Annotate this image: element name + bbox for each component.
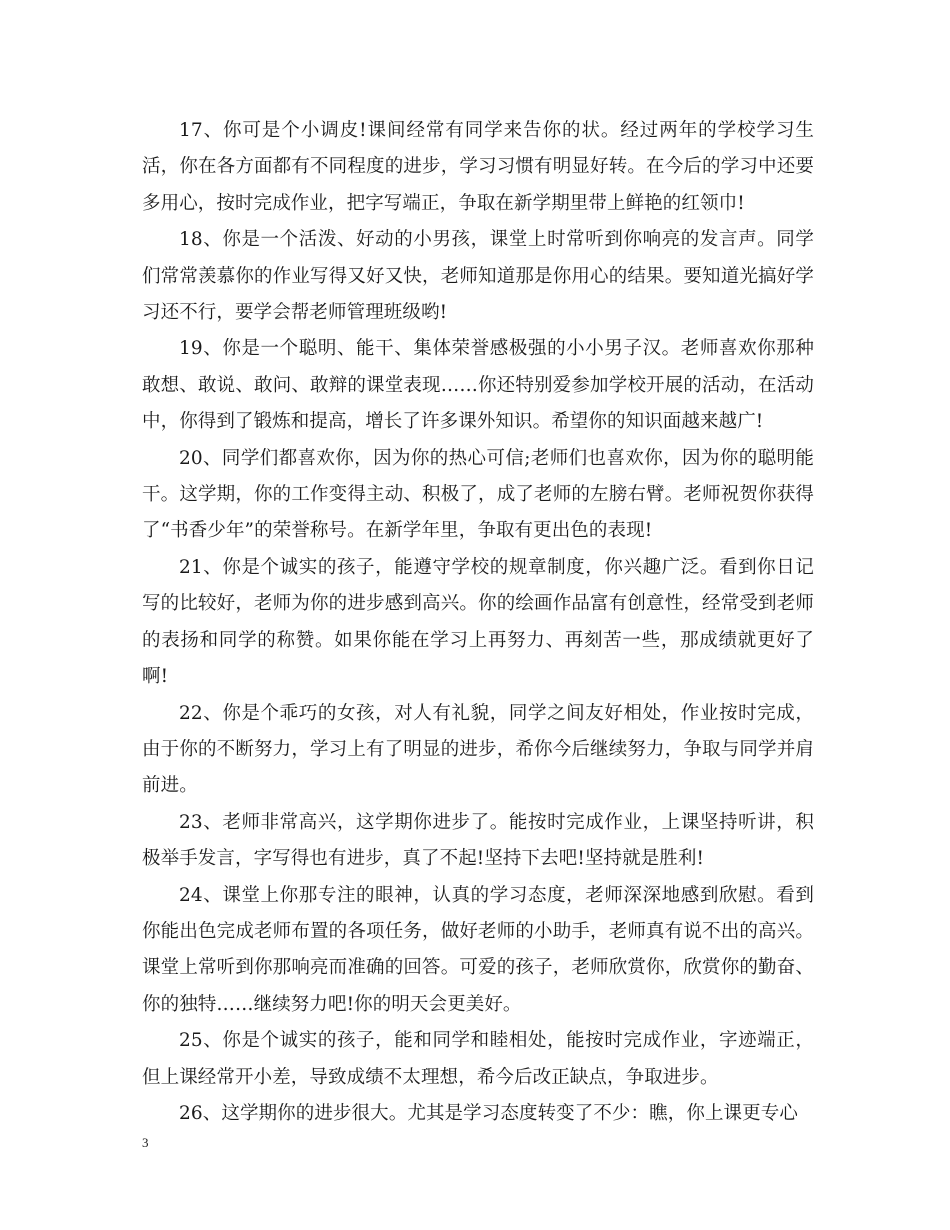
- paragraph-24: 24、课堂上你那专注的眼神，认真的学习态度，老师深深地感到欣慰。看到你能出色完成老师布置的各项任务，做好老师的小助手，老师真有说不出的高兴。课堂上常听到你那响亮而准确的回答。可爱的孩子，老师欣赏你，欣赏你的勤奋、你的独特……继续努力吧!你的明天会更美好。: [142, 884, 814, 1015]
- paragraph-18: 18、你是一个活泼、好动的小男孩，课堂上时常听到你响亮的发言声。同学们常常羡慕你的作业写得又好又快，老师知道那是你用心的结果。要知道光搞好学习还不行，要学会帮老师管理班级哟!: [142, 229, 814, 324]
- paragraph-25: 25、你是个诚实的孩子，能和同学和睦相处，能按时完成作业，字迹端正，但上课经常开小差，导致成绩不太理想，希今后改正缺点，争取进步。: [142, 1030, 814, 1088]
- paragraph-21: 21、你是个诚实的孩子，能遵守学校的规章制度，你兴趣广泛。看到你日记写的比较好，老师为你的进步感到高兴。你的绘画作品富有创意性，经常受到老师的表扬和同学的称赞。如果你能在学习上再努力、再刻苦一些，那成绩就更好了啊!: [142, 556, 814, 688]
- paragraph-20: 20、同学们都喜欢你，因为你的热心可信;老师们也喜欢你，因为你的聪明能干。这学期，你的工作变得主动、积极了，成了老师的左膀右臂。老师祝贺你获得了“书香少年”的荣誉称号。在新学年里，争取有更出色的表现!: [142, 447, 814, 542]
- paragraph-17: 17、你可是个小调皮!课间经常有同学来告你的状。经过两年的学校学习生活，你在各方面都有不同程度的进步，学习习惯有明显好转。在今后的学习中还要多用心，按时完成作业，把字写端正，争取在新学期里带上鲜艳的红领巾!: [142, 120, 814, 214]
- paragraph-22: 22、你是个乖巧的女孩，对人有礼貌，同学之间友好相处，作业按时完成，由于你的不断努力，学习上有了明显的进步，希你今后继续努力，争取与同学并肩前进。: [142, 702, 814, 797]
- document-body: [142, 113, 814, 1132]
- paragraph-26: 26、这学期你的进步很大。尤其是学习态度转变了不少：瞧，你上课更专心: [179, 1102, 798, 1124]
- paragraph-19: 19、你是一个聪明、能干、集体荣誉感极强的小小男子汉。老师喜欢你那种敢想、敢说、敢问、敢辩的课堂表现……你还特别爱参加学校开展的活动，在活动中，你得到了锻炼和提高，增长了许多课外知识。希望你的知识面越来越广!: [142, 338, 814, 433]
- paragraph-23: 23、老师非常高兴，这学期你进步了。能按时完成作业，上课坚持听讲，积极举手发言，字写得也有进步，真了不起!坚持下去吧!坚持就是胜利!: [142, 811, 814, 870]
- page-number: 3: [142, 1135, 149, 1150]
